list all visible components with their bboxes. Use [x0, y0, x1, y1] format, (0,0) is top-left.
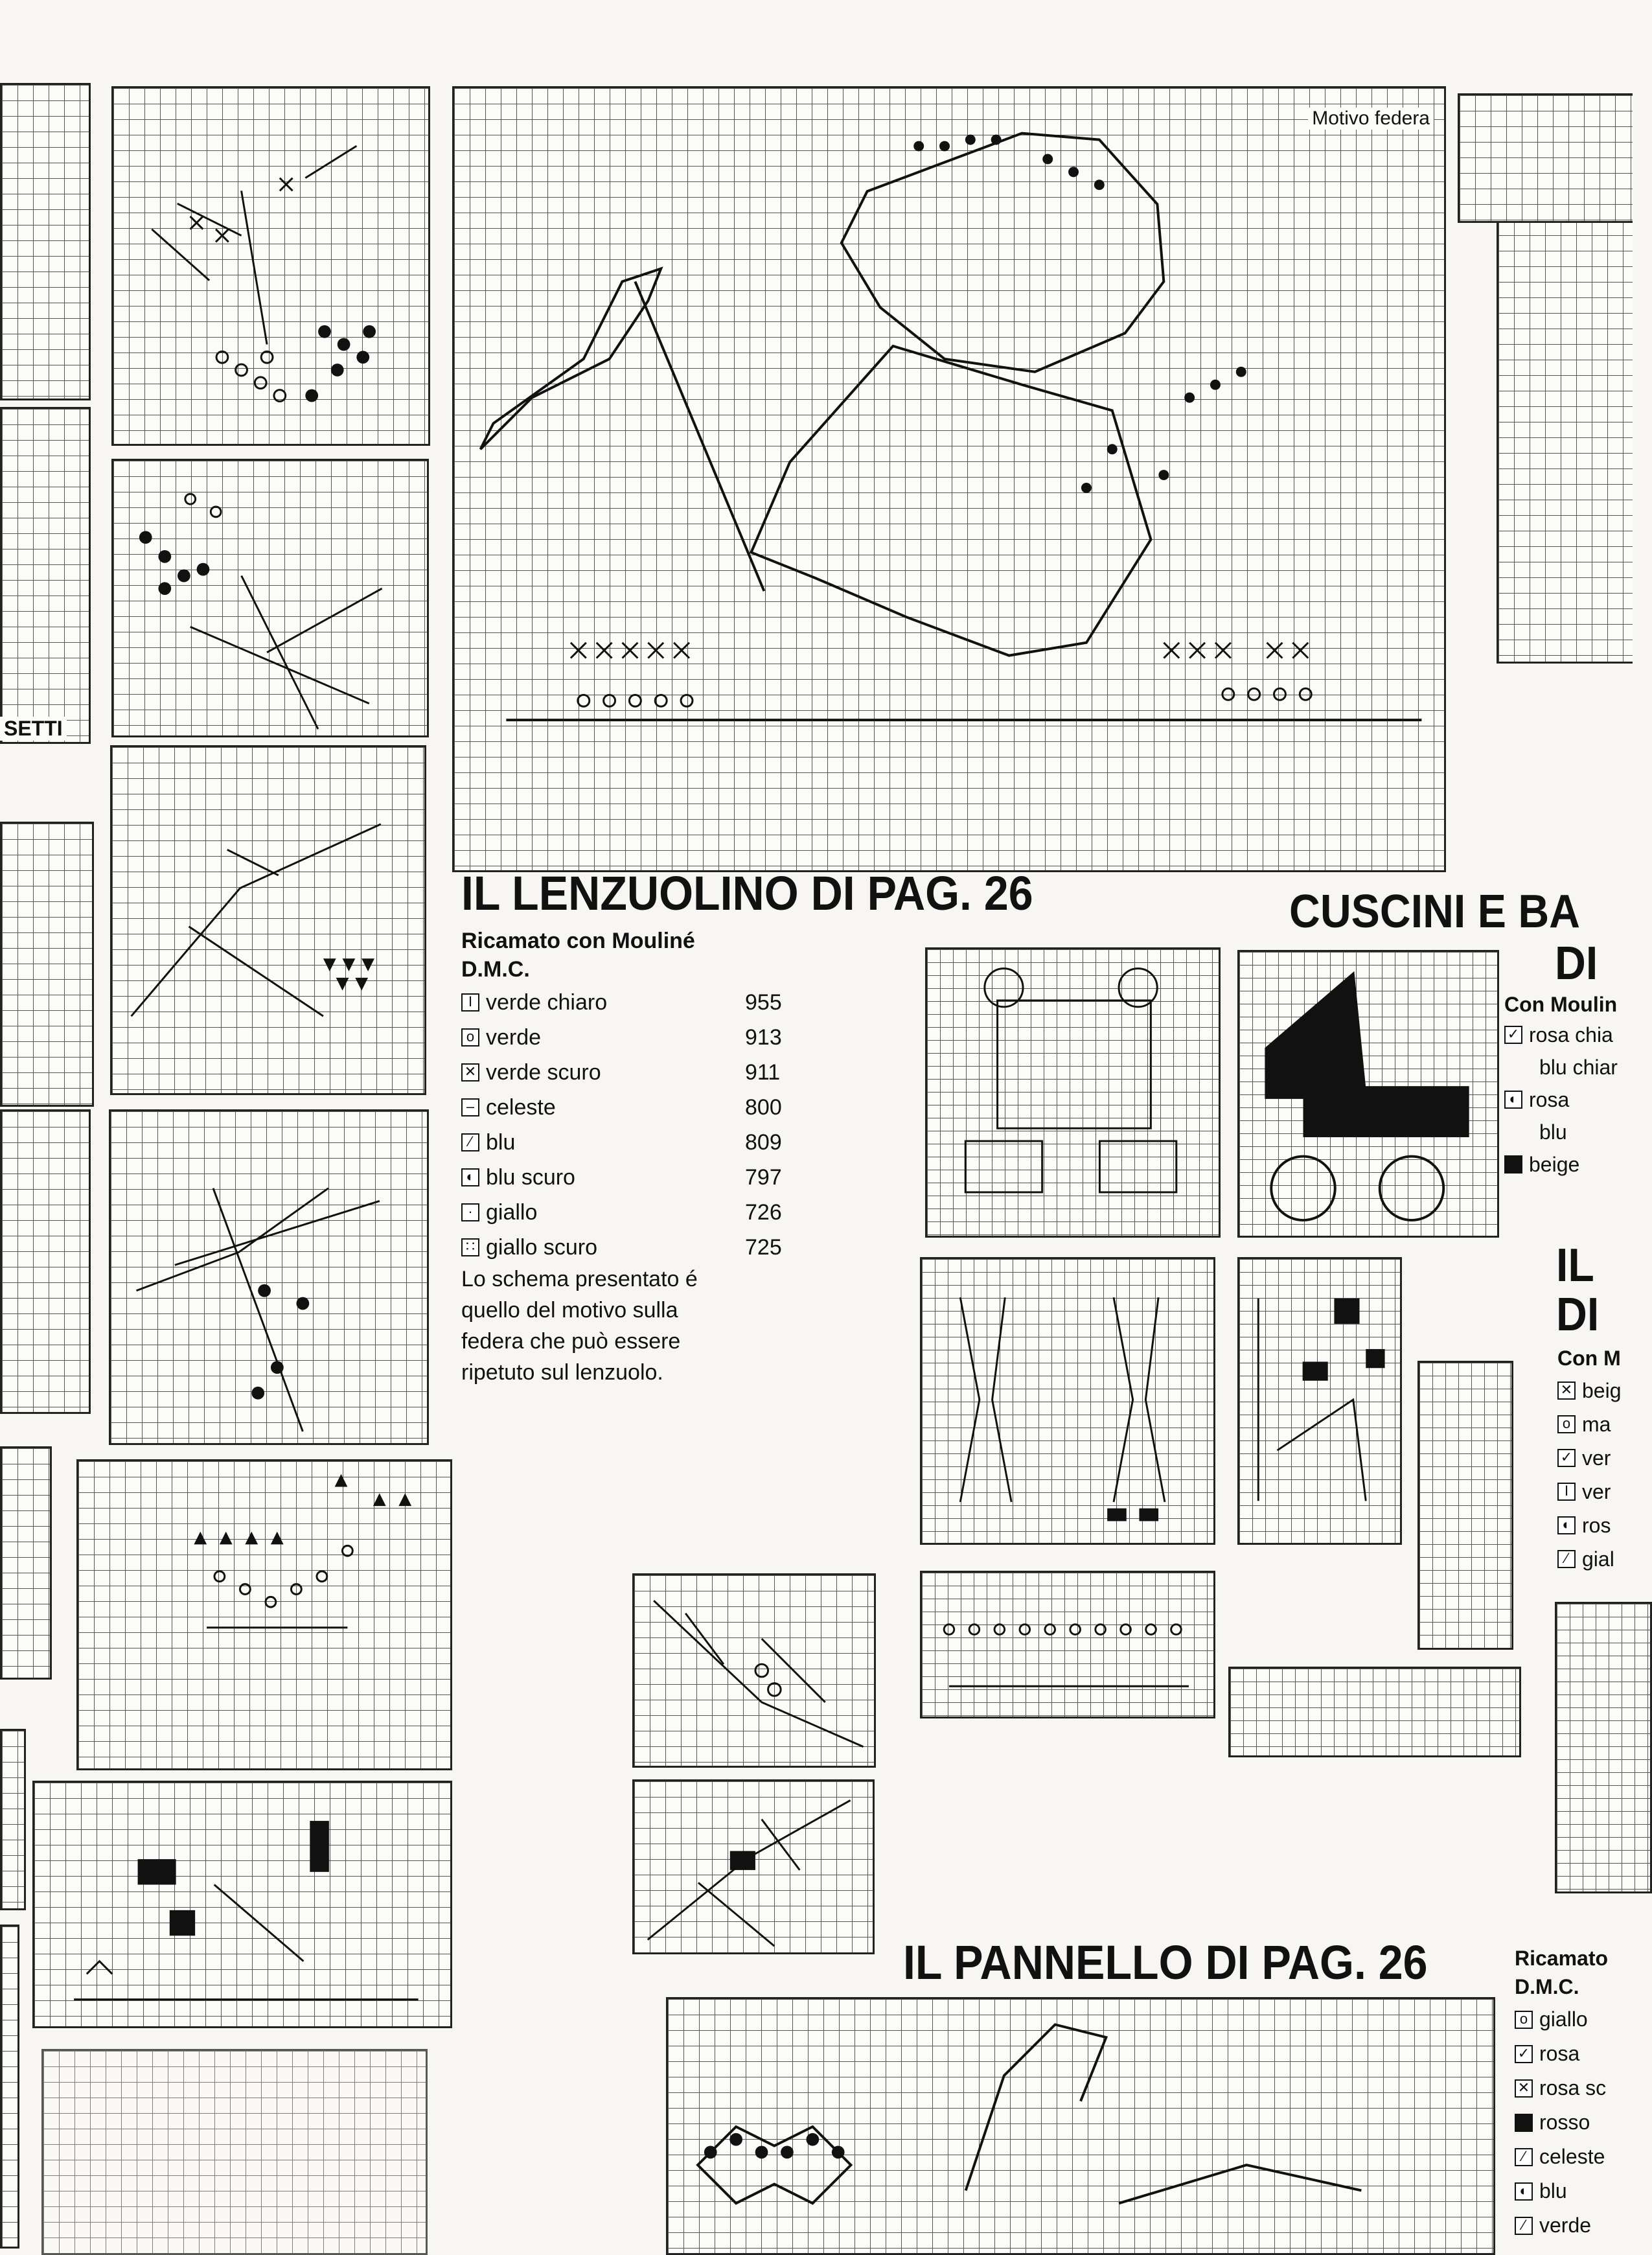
legend-row	[461, 1195, 782, 1230]
cross-icon: ✕	[461, 1063, 479, 1081]
fruit-motif-4	[111, 1111, 427, 1443]
fruit-motif-3	[112, 747, 424, 1093]
legend-label: ros	[1582, 1513, 1611, 1537]
legend-row	[1515, 2105, 1606, 2140]
legend-code: 800	[745, 1094, 782, 1120]
center-teddy-motif	[927, 949, 1219, 1236]
third-legend	[1557, 1374, 1622, 1576]
legend-row	[1515, 2071, 1606, 2105]
bird-small-motif-2	[634, 1781, 873, 1952]
top-right-grid-top	[1458, 93, 1633, 223]
lenzuolino-subtitle-2: D.M.C.	[461, 957, 530, 982]
legend-label: blu	[1539, 1120, 1567, 1144]
main-chart-caption: Motivo federa	[1308, 108, 1434, 130]
legend-code: 726	[745, 1199, 782, 1225]
legend-row	[1557, 1542, 1622, 1576]
cuscini-subtitle: Con Moulin	[1504, 993, 1618, 1016]
left-partial-chart-5	[0, 1446, 52, 1680]
diagonal-icon: ⁄	[1557, 1550, 1576, 1568]
left-section-label: SETTI	[0, 717, 67, 741]
ring-icon: o	[1515, 2011, 1533, 2029]
legend-label: blu scuro	[486, 1164, 575, 1190]
center-chart-border-2	[1228, 1667, 1521, 1757]
left-partial-chart-3	[0, 822, 94, 1107]
fruit-motif-chart-4	[109, 1109, 429, 1445]
half-dot-icon: ◐	[461, 1168, 479, 1186]
legend-label: blu chiar	[1539, 1055, 1618, 1079]
legend-label: verde chiaro	[486, 989, 608, 1015]
legend-label: celeste	[1539, 2145, 1605, 2168]
legend-row	[461, 1020, 782, 1055]
legend-row	[461, 1230, 782, 1265]
legend-label: ma	[1582, 1412, 1611, 1436]
half-dot-icon: ◐	[1504, 1091, 1522, 1109]
fruit-motif-chart-1	[111, 86, 430, 446]
third-subtitle: Con M	[1557, 1347, 1621, 1370]
cuscini-title-2: DI	[1555, 938, 1598, 989]
legend-row	[1557, 1441, 1622, 1475]
dot-icon: ·	[461, 1203, 479, 1221]
legend-label: rosa	[1539, 2042, 1580, 2065]
third-title-2: DI	[1556, 1289, 1600, 1341]
legend-row	[461, 1055, 782, 1090]
legend-row	[1504, 1083, 1618, 1116]
top-right-partial-chart	[1458, 93, 1633, 664]
center-chart-bird-1	[632, 1573, 876, 1768]
legend-label: giallo	[486, 1199, 538, 1225]
legend-row	[461, 1125, 782, 1160]
pannello-legend	[1515, 2002, 1606, 2243]
half-dot-icon: ◐	[1557, 1516, 1576, 1534]
cross-icon: ✕	[1557, 1382, 1576, 1400]
diagonal-icon: ⁄	[1515, 2217, 1533, 2235]
legend-label: blu	[1539, 2179, 1567, 2203]
legend-row	[1515, 2002, 1606, 2037]
legend-row	[461, 985, 782, 1020]
federa-motif	[454, 88, 1444, 870]
lenzuolino-subtitle-1: Ricamato con Mouliné	[461, 929, 695, 953]
legend-label: rosso	[1539, 2110, 1590, 2134]
legend-code: 725	[745, 1234, 782, 1260]
pannello-motif	[668, 1999, 1493, 2253]
left-partial-chart-4	[0, 1109, 91, 1414]
check-icon: ✓	[1504, 1026, 1522, 1044]
fruit-motif-chart-2	[111, 459, 429, 737]
legend-row	[1515, 2208, 1606, 2243]
bunnies-motif	[922, 1259, 1213, 1543]
cuscini-title-1: CUSCINI E BA	[1289, 886, 1581, 938]
center-chart-teddy	[925, 947, 1221, 1238]
check-icon: ✓	[1557, 1449, 1576, 1467]
diagonal-icon: ⁄	[461, 1133, 479, 1151]
diagonal-icon: ⁄	[1515, 2148, 1533, 2166]
legend-label: gial	[1582, 1547, 1614, 1571]
legend-label: beig	[1582, 1378, 1622, 1402]
legend-row	[1504, 1051, 1618, 1083]
legend-label: verde	[1539, 2214, 1592, 2237]
bird-small-motif-1	[634, 1575, 874, 1766]
left-partial-chart-1	[0, 83, 91, 400]
half-dot-icon: ◐	[1515, 2182, 1533, 2201]
legend-label: ver	[1582, 1479, 1611, 1503]
center-chart-bottle	[1417, 1361, 1513, 1650]
legend-label: giallo	[1539, 2007, 1588, 2031]
legend-row	[1557, 1475, 1622, 1509]
four-dot-icon: ∷	[461, 1238, 479, 1256]
legend-label: blu	[486, 1129, 516, 1155]
legend-row	[1557, 1374, 1622, 1407]
center-chart-duck	[1237, 1257, 1402, 1545]
legend-code: 913	[745, 1024, 782, 1050]
left-partial-chart-6	[0, 1729, 26, 1910]
legend-label: rosa	[1529, 1087, 1570, 1111]
ring-icon: o	[461, 1028, 479, 1047]
legend-label: verde scuro	[486, 1059, 601, 1085]
border-motif-1	[922, 1573, 1213, 1717]
legend-code: 797	[745, 1164, 782, 1190]
legend-row	[461, 1090, 782, 1125]
legend-code: 809	[745, 1129, 782, 1155]
legend-label: ver	[1582, 1446, 1611, 1470]
dash-icon: –	[461, 1098, 479, 1116]
fruit-motif-chart-3	[110, 745, 426, 1095]
lenzuolino-legend	[461, 985, 782, 1265]
pannello-subtitle-2: D.M.C.	[1515, 1975, 1579, 1998]
cuscini-legend	[1504, 1019, 1618, 1181]
fruit-motif-2	[113, 461, 427, 735]
bird-motif	[78, 1461, 450, 1768]
center-chart-border-1	[920, 1571, 1215, 1718]
i-icon: I	[1557, 1483, 1576, 1501]
legend-label: rosa sc	[1539, 2076, 1607, 2099]
legend-row	[461, 1160, 782, 1195]
left-partial-chart-2	[0, 407, 91, 744]
lenzuolino-title: IL LENZUOLINO DI PAG. 26	[461, 866, 1033, 920]
third-title-1: IL	[1556, 1240, 1594, 1291]
legend-code: 911	[745, 1059, 781, 1085]
center-chart-bunnies	[920, 1257, 1215, 1545]
ring-icon: o	[1557, 1415, 1576, 1433]
pannello-subtitle-1: Ricamato	[1515, 1947, 1609, 1970]
legend-row	[1515, 2174, 1606, 2208]
legend-row	[1504, 1148, 1618, 1181]
center-chart-bird-2	[632, 1779, 875, 1954]
lenzuolino-note: Lo schema presentato é quello del motivo sulla federa che può essere ripetuto sul lenzuolo.	[461, 1267, 698, 1385]
legend-row	[1515, 2037, 1606, 2071]
teddy-motif	[34, 1783, 450, 2026]
legend-row	[1557, 1407, 1622, 1441]
cross-icon: ✕	[1515, 2079, 1533, 2098]
legend-row	[1504, 1019, 1618, 1051]
filled-icon	[1515, 2114, 1533, 2132]
legend-label: celeste	[486, 1094, 556, 1120]
legend-row	[1515, 2140, 1606, 2174]
right-partial-chart-bottom	[1555, 1602, 1652, 1893]
legend-label: rosa chia	[1529, 1023, 1613, 1047]
legend-label: verde	[486, 1024, 542, 1050]
check-icon: ✓	[1515, 2045, 1533, 2063]
bird-motif-chart	[76, 1459, 452, 1770]
teddy-motif-chart	[32, 1781, 452, 2028]
duck-motif	[1239, 1259, 1400, 1543]
filled-icon	[1504, 1155, 1522, 1174]
legend-label: giallo scuro	[486, 1234, 597, 1260]
legend-label: beige	[1529, 1152, 1580, 1176]
legend-code: 955	[745, 989, 782, 1015]
main-federa-chart	[452, 86, 1446, 872]
pannello-title: IL PANNELLO DI PAG. 26	[903, 1936, 1428, 1989]
left-partial-chart-7	[0, 1925, 19, 2249]
fruit-motif-1	[113, 88, 428, 444]
legend-row	[1504, 1116, 1618, 1148]
legend-row	[1557, 1509, 1622, 1542]
pannello-chart	[666, 1997, 1495, 2255]
i-icon: I	[461, 993, 479, 1012]
frame-motif-chart	[41, 2049, 428, 2255]
